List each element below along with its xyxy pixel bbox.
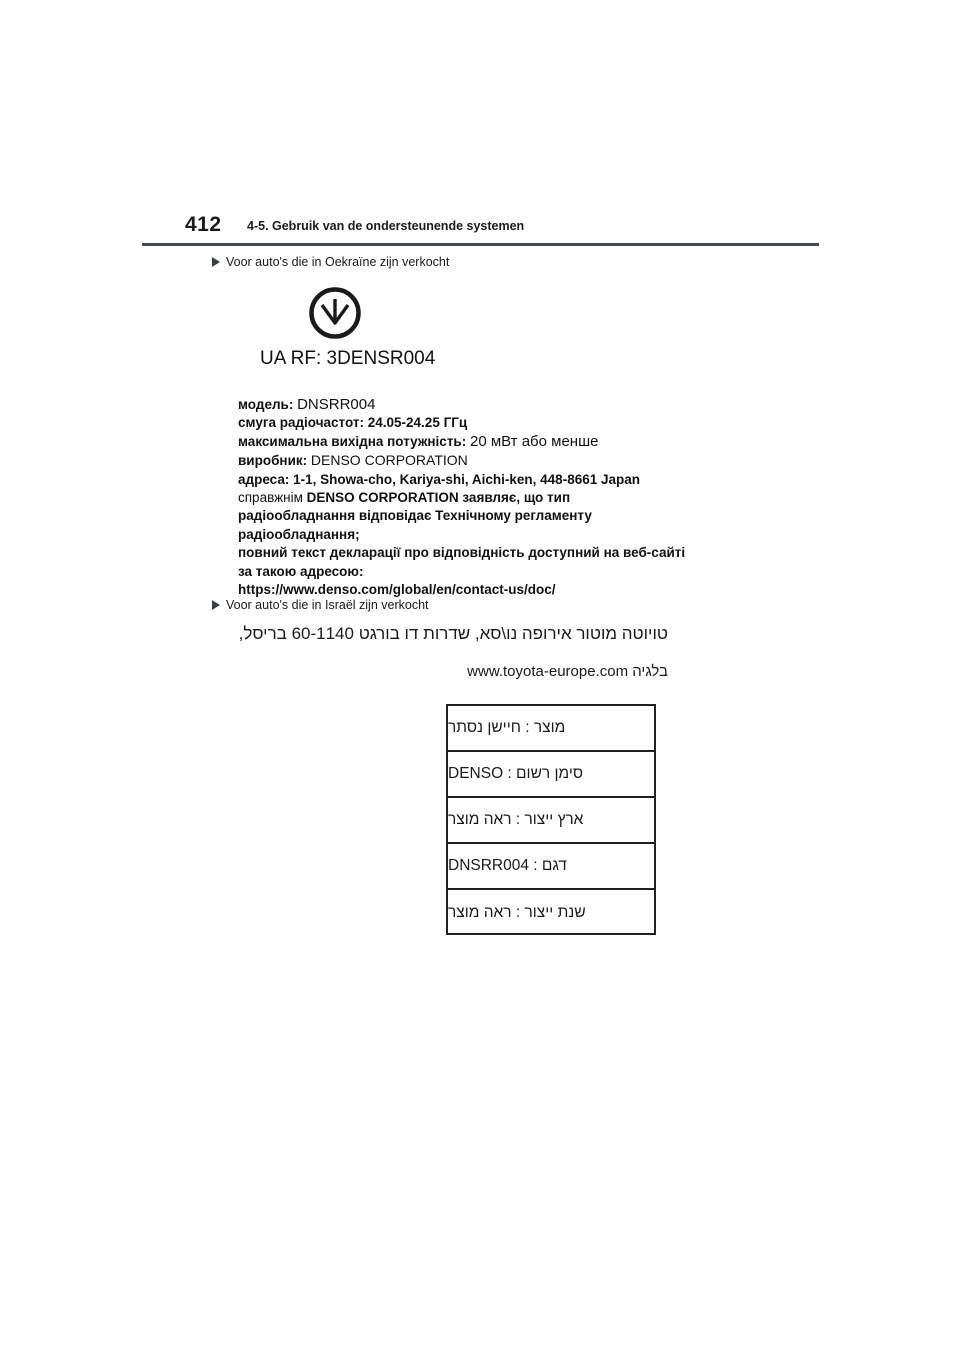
- header-divider: [142, 243, 819, 246]
- triangle-bullet-icon: [212, 600, 220, 610]
- israel-heading: [212, 598, 429, 612]
- triangle-bullet-icon: [212, 257, 220, 267]
- ukraine-declaration: [238, 396, 708, 599]
- table-row: ארץ ייצור : ראה מוצר: [448, 798, 654, 844]
- ua-line-model: модель: DNSRR004: [238, 396, 376, 413]
- israel-heading-text: Voor auto's die in Israël zijn verkocht: [226, 598, 429, 612]
- page-number: 412: [185, 213, 222, 236]
- ua-line-band: смуга радіочастот: 24.05-24.25 ГГц: [238, 415, 468, 431]
- ua-line-declaration-5: за такою адресою:: [238, 563, 364, 579]
- israel-country-line: בלגיה www.toyota-europe.com: [467, 663, 668, 680]
- ua-line-declaration-3: радіообладнання;: [238, 526, 360, 542]
- ua-line-declaration-2: радіообладнання відповідає Технічному регламенту: [238, 508, 592, 524]
- section-title: 4-5. Gebruik van de ondersteunende systemen: [247, 219, 525, 233]
- table-row: סימן רשום : DENSO: [448, 752, 654, 798]
- ua-line-power: максимальна вихідна потужність: 20 мВт або менше: [238, 432, 599, 450]
- ua-line-manufacturer: виробник: DENSO CORPORATION: [238, 452, 468, 469]
- ukraine-conformity-mark-icon: [308, 286, 362, 345]
- ua-line-address: адреса: 1-1, Showa-cho, Kariya-shi, Aichi-ken, 448-8661 Japan: [238, 471, 640, 487]
- table-row: מוצר : חיישן נסתר: [448, 706, 654, 752]
- ua-rf-identifier: UA RF: 3DENSR004: [260, 348, 436, 369]
- ukraine-heading: [212, 255, 449, 269]
- ua-line-url: https://www.denso.com/global/en/contact-us/doc/: [238, 582, 556, 598]
- israel-address-line: טויוטה מוטור אירופה נו\סא, שדרות דו בורגט 60-1140 בריסל,: [238, 624, 668, 643]
- ua-line-declaration-4: повний текст декларації про відповідність доступний на веб-сайті: [238, 545, 686, 561]
- table-row: דגם : DNSRR004: [448, 844, 654, 890]
- ua-line-declaration-1: справжнім DENSO CORPORATION заявляє, що тип: [238, 490, 571, 506]
- israel-product-table: [446, 704, 656, 935]
- table-row: שנת ייצור : ראה מוצר: [448, 904, 586, 921]
- ukraine-heading-text: Voor auto's die in Oekraïne zijn verkocht: [226, 255, 450, 269]
